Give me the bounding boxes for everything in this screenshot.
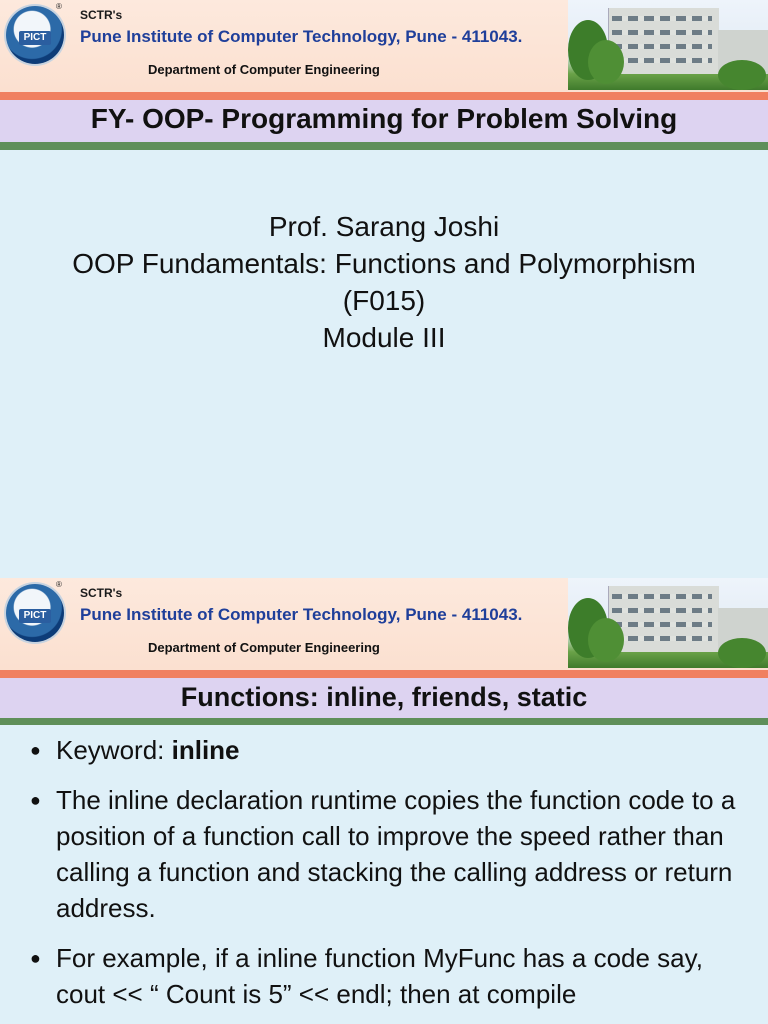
module-label: Module III [322, 322, 446, 353]
department-name: Department of Computer Engineering [148, 62, 380, 77]
pict-logo-icon [6, 6, 64, 64]
professor-name: Prof. Sarang Joshi [268, 211, 500, 242]
logo-text: PICT [19, 609, 51, 623]
bullet-text: For example, if a inline function MyFunc has a code say, cout << “ Count is 5” << endl; then at compile [56, 943, 703, 1009]
title-content [0, 208, 768, 356]
bullet-text: The inline declaration runtime copies the function code to a position of a function call to improve the speed rather than calling a function and stacking the calling address or return address. [56, 785, 736, 923]
title-divider-green [0, 718, 768, 725]
header-divider-orange [0, 670, 768, 678]
course-code: (F015) [342, 285, 426, 316]
slide-title: FY- OOP- Programming for Problem Solving [0, 100, 768, 142]
building-photo [568, 578, 768, 668]
title-divider-green [0, 142, 768, 150]
institute-name: Pune Institute of Computer Technology, Pune - 411043. [80, 605, 523, 624]
logo-registered-mark: ® [56, 2, 62, 11]
bullet-item [30, 782, 742, 926]
bullet-text: Keyword: [56, 735, 172, 765]
bullet-dot-icon: ● [30, 948, 41, 968]
bullet-keyword: inline [171, 735, 240, 765]
bullet-item [30, 940, 742, 1012]
institute-header [0, 0, 768, 92]
pict-logo-icon [6, 584, 64, 642]
bullet-list [30, 732, 742, 1024]
institute-header [0, 578, 768, 670]
bullet-dot-icon: ● [30, 740, 41, 760]
topic-title: OOP Fundamentals: Functions and Polymorphism [72, 248, 696, 279]
bullet-item [30, 732, 742, 768]
sctr-label: SCTR's [80, 586, 123, 600]
slide-title: Functions: inline, friends, static [0, 678, 768, 718]
bullet-dot-icon: ● [30, 790, 41, 810]
institute-name: Pune Institute of Computer Technology, Pune - 411043. [80, 27, 523, 46]
sctr-label: SCTR's [80, 8, 123, 22]
department-name: Department of Computer Engineering [148, 640, 380, 655]
logo-text: PICT [19, 31, 51, 45]
header-divider-orange [0, 92, 768, 100]
logo-registered-mark: ® [56, 580, 62, 589]
building-photo [568, 0, 768, 90]
content-slide [0, 578, 768, 1024]
